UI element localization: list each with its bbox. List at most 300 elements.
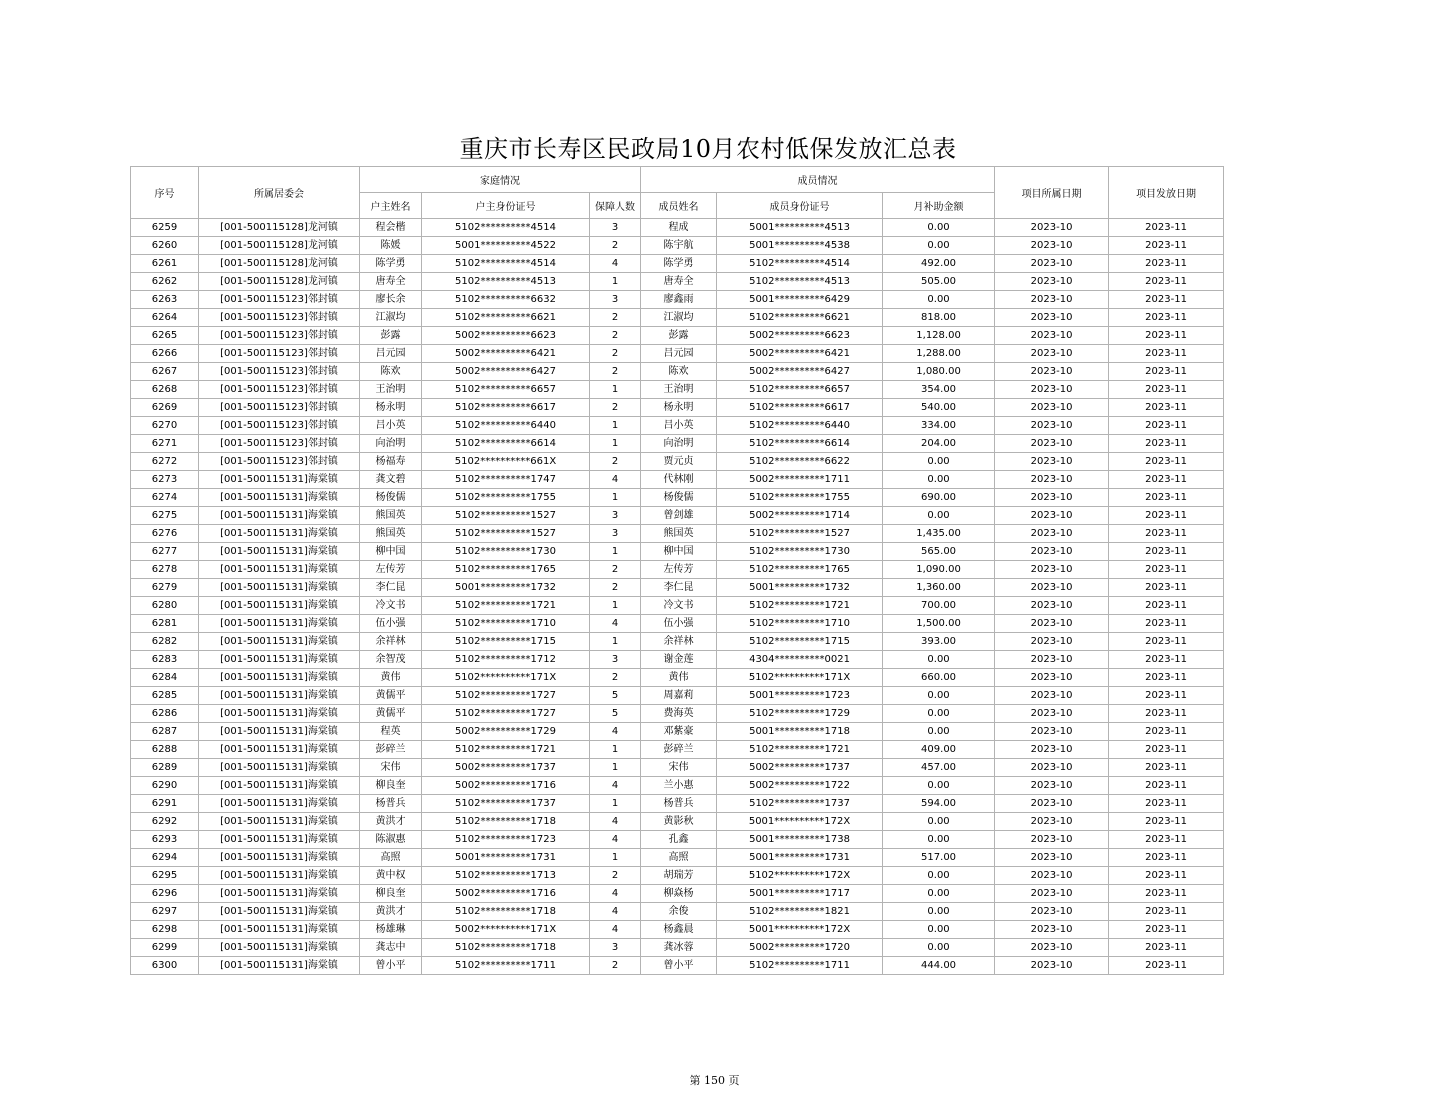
head-name-cell: 杨普兵 — [360, 795, 422, 813]
item-date-cell: 2023-10 — [995, 579, 1109, 597]
pay-date-cell: 2023-11 — [1109, 435, 1224, 453]
item-date-cell: 2023-10 — [995, 327, 1109, 345]
table-row — [131, 561, 1224, 579]
seq-cell: 6294 — [131, 849, 199, 867]
head-name-cell: 唐寿全 — [360, 273, 422, 291]
pay-date-cell: 2023-11 — [1109, 543, 1224, 561]
member-id-cell: 5102**********1765 — [717, 561, 883, 579]
item-date-cell: 2023-10 — [995, 759, 1109, 777]
member-name-cell: 胡瑞芳 — [641, 867, 717, 885]
header-member-name: 成员姓名 — [641, 193, 717, 219]
table-row — [131, 957, 1224, 975]
head-id-cell: 5002**********1716 — [422, 885, 590, 903]
pay-date-cell: 2023-11 — [1109, 921, 1224, 939]
seq-cell: 6261 — [131, 255, 199, 273]
count-cell: 4 — [590, 903, 641, 921]
head-id-cell: 5102**********1715 — [422, 633, 590, 651]
head-name-cell: 杨永明 — [360, 399, 422, 417]
head-id-cell: 5002**********6623 — [422, 327, 590, 345]
item-date-cell: 2023-10 — [995, 795, 1109, 813]
seq-cell: 6296 — [131, 885, 199, 903]
amount-cell: 1,128.00 — [883, 327, 995, 345]
amount-cell: 1,090.00 — [883, 561, 995, 579]
header-seq: 序号 — [131, 167, 199, 219]
committee-cell: [001-500115131]海棠镇 — [199, 903, 360, 921]
head-id-cell: 5002**********1716 — [422, 777, 590, 795]
head-id-cell: 5102**********4514 — [422, 255, 590, 273]
amount-cell: 0.00 — [883, 705, 995, 723]
count-cell: 2 — [590, 867, 641, 885]
pay-date-cell: 2023-11 — [1109, 849, 1224, 867]
member-name-cell: 贾元贞 — [641, 453, 717, 471]
seq-cell: 6279 — [131, 579, 199, 597]
member-name-cell: 邓紫豪 — [641, 723, 717, 741]
committee-cell: [001-500115131]海棠镇 — [199, 489, 360, 507]
member-id-cell: 5102**********6622 — [717, 453, 883, 471]
seq-cell: 6264 — [131, 309, 199, 327]
head-name-cell: 彭碎兰 — [360, 741, 422, 759]
table-row — [131, 453, 1224, 471]
amount-cell: 0.00 — [883, 777, 995, 795]
count-cell: 4 — [590, 777, 641, 795]
table-row — [131, 399, 1224, 417]
item-date-cell: 2023-10 — [995, 507, 1109, 525]
seq-cell: 6293 — [131, 831, 199, 849]
amount-cell: 690.00 — [883, 489, 995, 507]
committee-cell: [001-500115131]海棠镇 — [199, 885, 360, 903]
item-date-cell: 2023-10 — [995, 381, 1109, 399]
seq-cell: 6265 — [131, 327, 199, 345]
seq-cell: 6260 — [131, 237, 199, 255]
count-cell: 1 — [590, 489, 641, 507]
head-name-cell: 向治明 — [360, 435, 422, 453]
amount-cell: 818.00 — [883, 309, 995, 327]
pay-date-cell: 2023-11 — [1109, 525, 1224, 543]
header-item-date: 项目所属日期 — [995, 167, 1109, 219]
item-date-cell: 2023-10 — [995, 435, 1109, 453]
count-cell: 4 — [590, 885, 641, 903]
member-id-cell: 5002**********6421 — [717, 345, 883, 363]
seq-cell: 6284 — [131, 669, 199, 687]
count-cell: 1 — [590, 417, 641, 435]
member-name-cell: 黄伟 — [641, 669, 717, 687]
committee-cell: [001-500115123]邻封镇 — [199, 381, 360, 399]
table-row — [131, 939, 1224, 957]
member-name-cell: 彭碎兰 — [641, 741, 717, 759]
member-id-cell: 5001**********1717 — [717, 885, 883, 903]
head-name-cell: 柳良奎 — [360, 777, 422, 795]
amount-cell: 0.00 — [883, 507, 995, 525]
committee-cell: [001-500115131]海棠镇 — [199, 579, 360, 597]
pay-date-cell: 2023-11 — [1109, 885, 1224, 903]
member-name-cell: 代林刚 — [641, 471, 717, 489]
head-id-cell: 5102**********1765 — [422, 561, 590, 579]
head-name-cell: 宋伟 — [360, 759, 422, 777]
item-date-cell: 2023-10 — [995, 237, 1109, 255]
header-head-name: 户主姓名 — [360, 193, 422, 219]
item-date-cell: 2023-10 — [995, 273, 1109, 291]
committee-cell: [001-500115123]邻封镇 — [199, 435, 360, 453]
pay-date-cell: 2023-11 — [1109, 291, 1224, 309]
member-id-cell: 5002**********6623 — [717, 327, 883, 345]
seq-cell: 6286 — [131, 705, 199, 723]
seq-cell: 6281 — [131, 615, 199, 633]
table-row — [131, 633, 1224, 651]
allowance-table — [130, 166, 1224, 975]
head-id-cell: 5102**********1727 — [422, 705, 590, 723]
amount-cell: 0.00 — [883, 939, 995, 957]
table-row — [131, 615, 1224, 633]
head-name-cell: 陈媛 — [360, 237, 422, 255]
head-name-cell: 王治明 — [360, 381, 422, 399]
seq-cell: 6259 — [131, 219, 199, 237]
header-member-group: 成员情况 — [641, 167, 995, 193]
head-id-cell: 5102**********6621 — [422, 309, 590, 327]
member-id-cell: 5102**********1711 — [717, 957, 883, 975]
pay-date-cell: 2023-11 — [1109, 453, 1224, 471]
member-id-cell: 5102**********1755 — [717, 489, 883, 507]
member-id-cell: 5001**********1723 — [717, 687, 883, 705]
header-count: 保障人数 — [590, 193, 641, 219]
seq-cell: 6267 — [131, 363, 199, 381]
table-row — [131, 723, 1224, 741]
committee-cell: [001-500115131]海棠镇 — [199, 759, 360, 777]
head-id-cell: 5102**********1727 — [422, 687, 590, 705]
pay-date-cell: 2023-11 — [1109, 219, 1224, 237]
seq-cell: 6282 — [131, 633, 199, 651]
pay-date-cell: 2023-11 — [1109, 759, 1224, 777]
table-row — [131, 381, 1224, 399]
member-name-cell: 余俊 — [641, 903, 717, 921]
head-name-cell: 黄洪才 — [360, 903, 422, 921]
amount-cell: 0.00 — [883, 921, 995, 939]
count-cell: 1 — [590, 633, 641, 651]
head-name-cell: 黄伟 — [360, 669, 422, 687]
head-id-cell: 5002**********6421 — [422, 345, 590, 363]
seq-cell: 6263 — [131, 291, 199, 309]
seq-cell: 6288 — [131, 741, 199, 759]
head-name-cell: 黄中权 — [360, 867, 422, 885]
table-row — [131, 327, 1224, 345]
head-id-cell: 5002**********1737 — [422, 759, 590, 777]
member-name-cell: 谢金莲 — [641, 651, 717, 669]
item-date-cell: 2023-10 — [995, 471, 1109, 489]
table-row — [131, 651, 1224, 669]
head-name-cell: 龚志中 — [360, 939, 422, 957]
pay-date-cell: 2023-11 — [1109, 687, 1224, 705]
table-row — [131, 291, 1224, 309]
member-name-cell: 王治明 — [641, 381, 717, 399]
pay-date-cell: 2023-11 — [1109, 381, 1224, 399]
pay-date-cell: 2023-11 — [1109, 615, 1224, 633]
count-cell: 2 — [590, 399, 641, 417]
count-cell: 4 — [590, 813, 641, 831]
member-name-cell: 杨俊儒 — [641, 489, 717, 507]
member-name-cell: 向治明 — [641, 435, 717, 453]
member-id-cell: 5102**********6657 — [717, 381, 883, 399]
table-row — [131, 543, 1224, 561]
member-id-cell: 5102**********1737 — [717, 795, 883, 813]
member-id-cell: 5001**********172X — [717, 921, 883, 939]
head-name-cell: 李仁昆 — [360, 579, 422, 597]
head-id-cell: 5102**********6617 — [422, 399, 590, 417]
head-name-cell: 程英 — [360, 723, 422, 741]
count-cell: 2 — [590, 561, 641, 579]
item-date-cell: 2023-10 — [995, 561, 1109, 579]
head-name-cell: 余祥林 — [360, 633, 422, 651]
count-cell: 1 — [590, 273, 641, 291]
member-name-cell: 左传芳 — [641, 561, 717, 579]
amount-cell: 0.00 — [883, 867, 995, 885]
committee-cell: [001-500115131]海棠镇 — [199, 741, 360, 759]
member-name-cell: 孔鑫 — [641, 831, 717, 849]
header-committee: 所属居委会 — [199, 167, 360, 219]
pay-date-cell: 2023-11 — [1109, 363, 1224, 381]
member-id-cell: 5001**********4538 — [717, 237, 883, 255]
count-cell: 1 — [590, 435, 641, 453]
head-id-cell: 5102**********4513 — [422, 273, 590, 291]
head-name-cell: 柳中国 — [360, 543, 422, 561]
head-name-cell: 吕元园 — [360, 345, 422, 363]
amount-cell: 334.00 — [883, 417, 995, 435]
count-cell: 5 — [590, 687, 641, 705]
pay-date-cell: 2023-11 — [1109, 507, 1224, 525]
member-name-cell: 陈欢 — [641, 363, 717, 381]
committee-cell: [001-500115131]海棠镇 — [199, 921, 360, 939]
member-name-cell: 宋伟 — [641, 759, 717, 777]
seq-cell: 6271 — [131, 435, 199, 453]
committee-cell: [001-500115131]海棠镇 — [199, 471, 360, 489]
amount-cell: 1,288.00 — [883, 345, 995, 363]
count-cell: 3 — [590, 939, 641, 957]
amount-cell: 0.00 — [883, 723, 995, 741]
head-name-cell: 左传芳 — [360, 561, 422, 579]
head-name-cell: 彭露 — [360, 327, 422, 345]
amount-cell: 354.00 — [883, 381, 995, 399]
member-id-cell: 5002**********1722 — [717, 777, 883, 795]
committee-cell: [001-500115128]龙河镇 — [199, 219, 360, 237]
member-name-cell: 冷文书 — [641, 597, 717, 615]
head-id-cell: 5002**********171X — [422, 921, 590, 939]
committee-cell: [001-500115131]海棠镇 — [199, 561, 360, 579]
committee-cell: [001-500115123]邻封镇 — [199, 291, 360, 309]
member-name-cell: 周嘉莉 — [641, 687, 717, 705]
pay-date-cell: 2023-11 — [1109, 813, 1224, 831]
pay-date-cell: 2023-11 — [1109, 471, 1224, 489]
member-name-cell: 陈学勇 — [641, 255, 717, 273]
table-row — [131, 471, 1224, 489]
amount-cell: 0.00 — [883, 885, 995, 903]
item-date-cell: 2023-10 — [995, 777, 1109, 795]
member-id-cell: 5102**********4514 — [717, 255, 883, 273]
page-title: 重庆市长寿区民政局10月农村低保发放汇总表 — [459, 135, 957, 163]
member-id-cell: 5102**********1710 — [717, 615, 883, 633]
member-id-cell: 5102**********6621 — [717, 309, 883, 327]
committee-cell: [001-500115131]海棠镇 — [199, 849, 360, 867]
head-name-cell: 柳良奎 — [360, 885, 422, 903]
pay-date-cell: 2023-11 — [1109, 795, 1224, 813]
pay-date-cell: 2023-11 — [1109, 939, 1224, 957]
count-cell: 2 — [590, 579, 641, 597]
count-cell: 4 — [590, 831, 641, 849]
committee-cell: [001-500115123]邻封镇 — [199, 327, 360, 345]
count-cell: 5 — [590, 705, 641, 723]
amount-cell: 1,080.00 — [883, 363, 995, 381]
amount-cell: 457.00 — [883, 759, 995, 777]
member-id-cell: 5002**********1737 — [717, 759, 883, 777]
member-id-cell: 5001**********1738 — [717, 831, 883, 849]
table-row — [131, 813, 1224, 831]
seq-cell: 6280 — [131, 597, 199, 615]
head-id-cell: 5102**********661X — [422, 453, 590, 471]
member-id-cell: 5002**********6427 — [717, 363, 883, 381]
item-date-cell: 2023-10 — [995, 669, 1109, 687]
item-date-cell: 2023-10 — [995, 417, 1109, 435]
pay-date-cell: 2023-11 — [1109, 651, 1224, 669]
member-name-cell: 柳中国 — [641, 543, 717, 561]
member-name-cell: 吕小英 — [641, 417, 717, 435]
count-cell: 4 — [590, 255, 641, 273]
committee-cell: [001-500115123]邻封镇 — [199, 417, 360, 435]
member-id-cell: 5001**********172X — [717, 813, 883, 831]
table-row — [131, 831, 1224, 849]
head-id-cell: 5102**********1527 — [422, 507, 590, 525]
seq-cell: 6290 — [131, 777, 199, 795]
committee-cell: [001-500115131]海棠镇 — [199, 669, 360, 687]
committee-cell: [001-500115128]龙河镇 — [199, 255, 360, 273]
amount-cell: 1,360.00 — [883, 579, 995, 597]
item-date-cell: 2023-10 — [995, 723, 1109, 741]
head-id-cell: 5102**********6440 — [422, 417, 590, 435]
head-id-cell: 5102**********1730 — [422, 543, 590, 561]
committee-cell: [001-500115131]海棠镇 — [199, 831, 360, 849]
pay-date-cell: 2023-11 — [1109, 669, 1224, 687]
page-number: 第 150 页 — [689, 1074, 740, 1087]
head-id-cell: 5102**********1747 — [422, 471, 590, 489]
head-name-cell: 吕小英 — [360, 417, 422, 435]
head-name-cell: 熊国英 — [360, 525, 422, 543]
member-name-cell: 曾剑雄 — [641, 507, 717, 525]
member-name-cell: 吕元园 — [641, 345, 717, 363]
committee-cell: [001-500115131]海棠镇 — [199, 723, 360, 741]
head-id-cell: 5102**********171X — [422, 669, 590, 687]
item-date-cell: 2023-10 — [995, 543, 1109, 561]
head-id-cell: 5001**********4522 — [422, 237, 590, 255]
member-name-cell: 李仁昆 — [641, 579, 717, 597]
item-date-cell: 2023-10 — [995, 651, 1109, 669]
member-id-cell: 5001**********1731 — [717, 849, 883, 867]
pay-date-cell: 2023-11 — [1109, 723, 1224, 741]
member-name-cell: 杨鑫晨 — [641, 921, 717, 939]
count-cell: 3 — [590, 291, 641, 309]
seq-cell: 6283 — [131, 651, 199, 669]
table-row — [131, 705, 1224, 723]
amount-cell: 0.00 — [883, 453, 995, 471]
table-row — [131, 255, 1224, 273]
committee-cell: [001-500115123]邻封镇 — [199, 345, 360, 363]
member-id-cell: 5002**********1711 — [717, 471, 883, 489]
count-cell: 2 — [590, 363, 641, 381]
pay-date-cell: 2023-11 — [1109, 489, 1224, 507]
count-cell: 4 — [590, 921, 641, 939]
head-name-cell: 杨福寿 — [360, 453, 422, 471]
member-id-cell: 5102**********1721 — [717, 597, 883, 615]
head-name-cell: 江淑均 — [360, 309, 422, 327]
pay-date-cell: 2023-11 — [1109, 345, 1224, 363]
amount-cell: 1,435.00 — [883, 525, 995, 543]
member-name-cell: 高照 — [641, 849, 717, 867]
item-date-cell: 2023-10 — [995, 849, 1109, 867]
head-id-cell: 5102**********6632 — [422, 291, 590, 309]
committee-cell: [001-500115131]海棠镇 — [199, 633, 360, 651]
table-row — [131, 795, 1224, 813]
table-row — [131, 219, 1224, 237]
head-name-cell: 杨俊儒 — [360, 489, 422, 507]
head-name-cell: 高照 — [360, 849, 422, 867]
pay-date-cell: 2023-11 — [1109, 237, 1224, 255]
head-id-cell: 5102**********1718 — [422, 939, 590, 957]
table-row — [131, 507, 1224, 525]
amount-cell: 0.00 — [883, 291, 995, 309]
table-row — [131, 687, 1224, 705]
item-date-cell: 2023-10 — [995, 957, 1109, 975]
seq-cell: 6274 — [131, 489, 199, 507]
item-date-cell: 2023-10 — [995, 363, 1109, 381]
head-id-cell: 5001**********1732 — [422, 579, 590, 597]
seq-cell: 6270 — [131, 417, 199, 435]
member-id-cell: 5001**********4513 — [717, 219, 883, 237]
amount-cell: 0.00 — [883, 831, 995, 849]
head-name-cell: 黄儒平 — [360, 705, 422, 723]
seq-cell: 6292 — [131, 813, 199, 831]
count-cell: 2 — [590, 237, 641, 255]
head-name-cell: 陈淑惠 — [360, 831, 422, 849]
table-row — [131, 759, 1224, 777]
head-name-cell: 陈欢 — [360, 363, 422, 381]
table-row — [131, 885, 1224, 903]
table-row — [131, 849, 1224, 867]
amount-cell: 660.00 — [883, 669, 995, 687]
count-cell: 2 — [590, 453, 641, 471]
count-cell: 4 — [590, 615, 641, 633]
table-row — [131, 741, 1224, 759]
amount-cell: 0.00 — [883, 237, 995, 255]
amount-cell: 565.00 — [883, 543, 995, 561]
member-id-cell: 5102**********1527 — [717, 525, 883, 543]
item-date-cell: 2023-10 — [995, 741, 1109, 759]
pay-date-cell: 2023-11 — [1109, 399, 1224, 417]
member-id-cell: 5001**********6429 — [717, 291, 883, 309]
amount-cell: 492.00 — [883, 255, 995, 273]
table-row — [131, 669, 1224, 687]
seq-cell: 6287 — [131, 723, 199, 741]
member-id-cell: 5102**********4513 — [717, 273, 883, 291]
member-id-cell: 5102**********1715 — [717, 633, 883, 651]
head-name-cell: 冷文书 — [360, 597, 422, 615]
item-date-cell: 2023-10 — [995, 219, 1109, 237]
amount-cell: 594.00 — [883, 795, 995, 813]
head-id-cell: 5102**********1718 — [422, 903, 590, 921]
pay-date-cell: 2023-11 — [1109, 867, 1224, 885]
count-cell: 1 — [590, 759, 641, 777]
item-date-cell: 2023-10 — [995, 345, 1109, 363]
seq-cell: 6299 — [131, 939, 199, 957]
member-id-cell: 5002**********1720 — [717, 939, 883, 957]
item-date-cell: 2023-10 — [995, 615, 1109, 633]
header-head-id: 户主身份证号 — [422, 193, 590, 219]
pay-date-cell: 2023-11 — [1109, 273, 1224, 291]
member-name-cell: 兰小惠 — [641, 777, 717, 795]
